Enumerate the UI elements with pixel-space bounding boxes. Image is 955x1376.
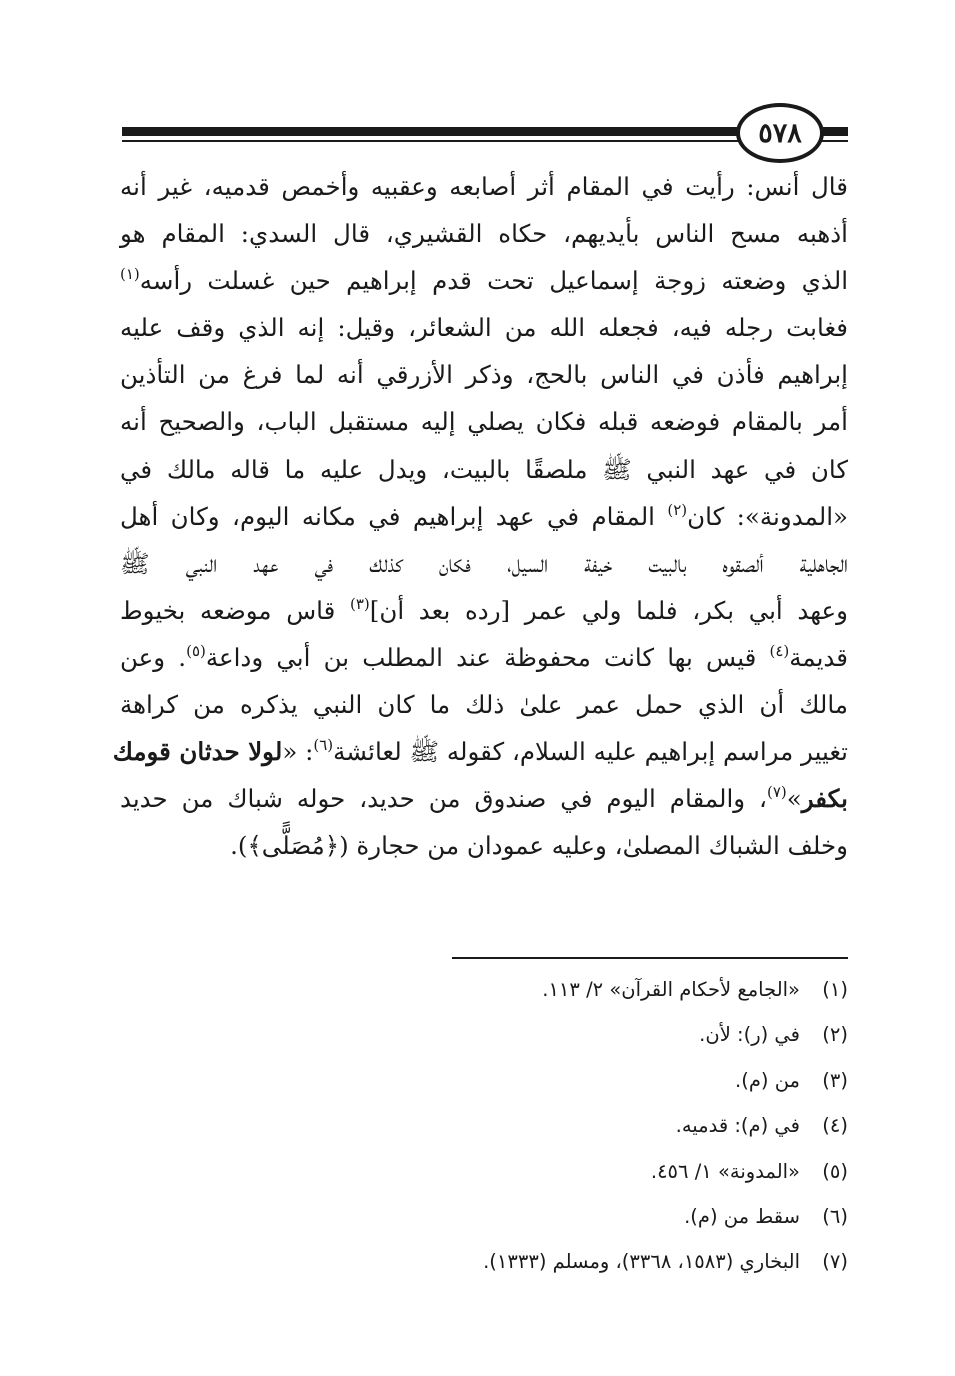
line-text: «المدونة»: كان [687,501,848,531]
footnote-number: (٤) [822,1114,848,1138]
line-text: أذهبه مسح الناس بأيديهم، حكاه القشيري، قال السدي: المقام هو [120,219,848,249]
text-line [120,210,848,257]
line-text: الذي وضعته زوجة إسماعيل تحت قدم إبراهيم حين غسلت رأسه [139,266,848,296]
footnote-number: (٢) [822,1023,848,1047]
line-text: وخلف الشباك المصلىٰ، وعليه عمودان من حجارة (﴿مُصَلًّى﴾). [230,831,848,861]
text-line [120,398,848,445]
line-text: قيس بها كانت محفوظة عند المطلب بن أبي وداعة [205,642,770,672]
footnote-item [120,1012,848,1057]
text-line [120,304,848,351]
footnote-item [120,1239,848,1284]
footnote-number: (٧) [822,1250,848,1274]
text-line [120,493,848,540]
footnote-item [120,1149,848,1194]
text-line [120,775,848,822]
footnote-item [120,1194,848,1239]
line-text: كان في عهد النبي ﷺ ملصقًا بالبيت، ويدل عليه ما قاله مالك في [120,454,848,484]
footnote-marker: (٧) [766,783,787,802]
line-text: إبراهيم فأذن في الناس بالحج، وذكر الأزرقي أنه لما فرغ من التأذين [120,360,848,390]
text-line [120,163,848,210]
footnote-marker: (٤) [769,641,790,660]
page-header [0,0,955,170]
main-text [112,163,849,869]
text-line [120,257,848,304]
footnote-marker: (٢) [667,500,688,519]
footnote-item [120,967,848,1012]
text-line [120,446,848,493]
footnote-number: (٥) [822,1159,848,1183]
footnote-text: البخاري (١٥٨٣، ٣٣٦٨)، ومسلم (١٣٣٣). [483,1250,800,1274]
line-text: » [786,784,802,814]
line-text: فغابت رجله فيه، فجعله الله من الشعائر، وقيل: إنه الذي وقف عليه [120,313,848,343]
footnote-separator [452,957,848,959]
footnote-marker: (٣) [349,594,370,613]
line-text: تغيير مراسم إبراهيم عليه السلام، كقوله ﷺ لعائشة [333,737,848,767]
page-number: ٥٧٨ [736,103,824,163]
line-text: أمر بالمقام فوضعه قبله فكان يصلي إليه مستقبل الباب، والصحيح أنه [120,407,848,437]
line-text: قاس موضعه بخيوط [120,595,350,625]
line-text: : « [282,737,314,767]
footnote-text: في (م): قدميه. [675,1114,800,1138]
line-text: قديمة [789,642,848,672]
hadith-quote: لولا حدثان قومك [112,737,283,767]
footnote-marker: (٥) [186,641,206,660]
footnote-number: (٣) [822,1068,848,1092]
footnote-text: «المدونة» ١/ ٤٥٦. [650,1159,800,1183]
footnote-number: (١) [822,978,848,1001]
text-line [120,351,848,398]
footnote-number: (٦) [822,1205,848,1229]
text-line [120,681,848,728]
footnote-text: في (ر): لأن. [699,1023,800,1047]
line-text: . وعن [120,642,187,672]
text-line [120,540,848,587]
footnote-text: من (م). [735,1068,800,1092]
line-text: الجاهلية ألصقوه بالبيت خيفة السيل، فكان كذلك في عهد النبي ﷺ [120,548,848,578]
footnote-text: «الجامع لأحكام القرآن» ٢/ ١١٣. [542,978,800,1001]
footnotes [120,967,848,1285]
footnote-marker: (٦) [313,736,334,755]
footnote-item [120,1103,848,1148]
text-line [112,728,848,775]
hadith-quote: بكفر [801,784,848,814]
line-text: ، والمقام اليوم في صندوق من حديد، حوله شباك من حديد [120,784,767,814]
footnote-text: سقط من (م). [684,1205,800,1229]
text-line [120,634,848,681]
footnote-marker: (١) [120,265,140,284]
text-line [120,587,848,634]
text-line [120,822,848,869]
line-text: المقام في عهد إبراهيم في مكانه اليوم، وكان أهل [120,501,668,531]
line-text: وعهد أبي بكر، فلما ولي عمر [رده بعد أن] [369,595,849,625]
footnote-item [120,1058,848,1103]
line-text: قال أنس: رأيت في المقام أثر أصابعه وعقبيه وأخمص قدميه، غير أنه [120,172,848,201]
line-text: مالك أن الذي حمل عمر علىٰ ذلك ما كان النبي يذكره من كراهة [120,690,848,720]
